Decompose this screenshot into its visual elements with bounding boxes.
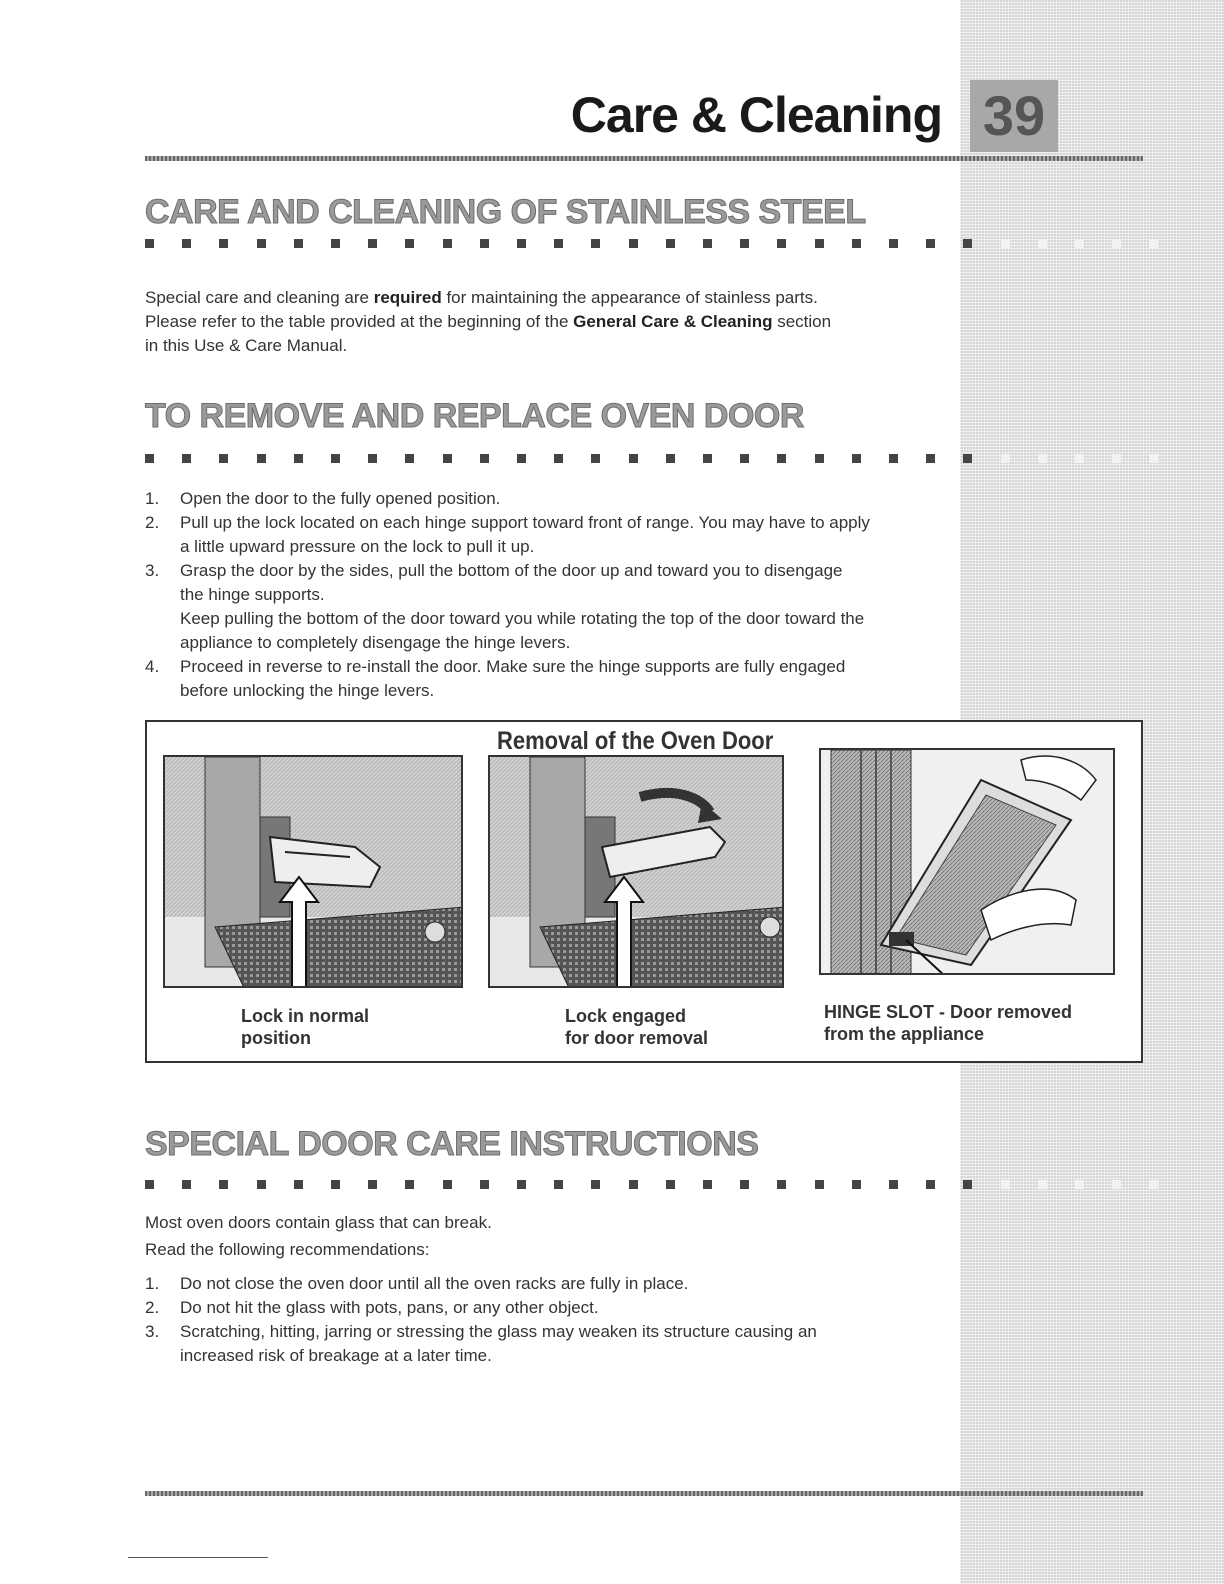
divider-dot bbox=[517, 239, 526, 248]
divider-dot bbox=[591, 239, 600, 248]
divider-dot bbox=[257, 454, 266, 463]
section-title-special: SPECIAL DOOR CARE INSTRUCTIONS bbox=[145, 1125, 759, 1163]
divider-dot bbox=[443, 1180, 452, 1189]
hinge-engaged-illustration bbox=[490, 757, 784, 988]
divider-dot bbox=[777, 239, 786, 248]
divider-dot bbox=[1112, 239, 1121, 248]
divider-dot bbox=[1001, 239, 1010, 248]
divider-dot bbox=[1075, 239, 1084, 248]
divider-dot bbox=[740, 239, 749, 248]
divider-dot bbox=[368, 239, 377, 248]
divider-dot bbox=[145, 1180, 154, 1189]
section-divider-dots bbox=[145, 239, 1155, 249]
divider-dot bbox=[852, 1180, 861, 1189]
divider-dot bbox=[963, 1180, 972, 1189]
footer-link-underline bbox=[128, 1557, 268, 1558]
divider-dot bbox=[1149, 239, 1158, 248]
list-item: 2. Do not hit the glass with pots, pans, or any other object. bbox=[145, 1298, 599, 1317]
divider-dot bbox=[963, 454, 972, 463]
stainless-paragraph: Special care and cleaning are required for maintaining the appearance of stainless parts. Please refer to the table provided at the beginning of the General Care & Cleaning section in this Use & Care Manual. bbox=[145, 288, 832, 355]
list-item: 3. Grasp the door by the sides, pull the bottom of the door up and toward you to disengage the hinge supports. Keep pulling the bottom of the door toward you while rotating the top of the door toward the appliance to completely disengage the hinge levers. bbox=[145, 561, 865, 652]
divider-dot bbox=[591, 454, 600, 463]
header-rule bbox=[145, 156, 1143, 161]
divider-dot bbox=[1149, 454, 1158, 463]
list-item: 3. Scratching, hitting, jarring or stressing the glass may weaken its structure causing an increased risk of breakage at a later time. bbox=[145, 1322, 817, 1365]
door-removed-illustration bbox=[821, 750, 1115, 975]
divider-dot bbox=[963, 239, 972, 248]
divider-dot bbox=[777, 1180, 786, 1189]
divider-dot bbox=[777, 454, 786, 463]
divider-dot bbox=[294, 1180, 303, 1189]
divider-dot bbox=[443, 454, 452, 463]
divider-dot bbox=[405, 454, 414, 463]
divider-dot bbox=[294, 454, 303, 463]
divider-dot bbox=[257, 239, 266, 248]
section-title-stainless: CARE AND CLEANING OF STAINLESS STEEL bbox=[145, 193, 866, 231]
list-item: 2. Pull up the lock located on each hinge support toward front of range. You may have to apply a little upward pressure on the lock to pull it up. bbox=[145, 513, 870, 556]
divider-dot bbox=[182, 454, 191, 463]
caption-lock-engaged: Lock engaged for door removal bbox=[565, 1006, 709, 1048]
divider-dot bbox=[331, 239, 340, 248]
illustration-hinge-slot bbox=[819, 748, 1115, 975]
list-item: 4. Proceed in reverse to re-install the door. Make sure the hinge supports are fully engaged before unlocking the hinge levers. bbox=[145, 657, 846, 700]
footer-rule bbox=[145, 1491, 1143, 1496]
illustration-lock-normal bbox=[163, 755, 463, 988]
divider-dot bbox=[815, 454, 824, 463]
divider-dot bbox=[889, 1180, 898, 1189]
section-title-door: TO REMOVE AND REPLACE OVEN DOOR bbox=[145, 397, 804, 435]
door-steps-list bbox=[145, 487, 945, 703]
divider-dot bbox=[405, 1180, 414, 1189]
list-item: 1. Open the door to the fully opened position. bbox=[145, 489, 501, 508]
divider-dot bbox=[926, 239, 935, 248]
divider-dot bbox=[517, 454, 526, 463]
divider-dot bbox=[740, 454, 749, 463]
divider-dot bbox=[815, 1180, 824, 1189]
divider-dot bbox=[889, 454, 898, 463]
divider-dot bbox=[666, 239, 675, 248]
illustration-lock-engaged bbox=[488, 755, 784, 988]
divider-dot bbox=[926, 1180, 935, 1189]
divider-dot bbox=[666, 1180, 675, 1189]
divider-dot bbox=[1001, 1180, 1010, 1189]
divider-dot bbox=[182, 1180, 191, 1189]
divider-dot bbox=[294, 239, 303, 248]
divider-dot bbox=[1112, 454, 1121, 463]
divider-dot bbox=[219, 1180, 228, 1189]
divider-dot bbox=[1149, 1180, 1158, 1189]
hinge-normal-illustration bbox=[165, 757, 463, 988]
divider-dot bbox=[1112, 1180, 1121, 1189]
divider-dot bbox=[926, 454, 935, 463]
special-steps-list bbox=[145, 1272, 945, 1368]
divider-dot bbox=[182, 239, 191, 248]
divider-dot bbox=[1075, 1180, 1084, 1189]
divider-dot bbox=[1075, 454, 1084, 463]
divider-dot bbox=[368, 1180, 377, 1189]
divider-dot bbox=[443, 239, 452, 248]
caption-hinge-slot: HINGE SLOT - Door removed from the appliance bbox=[824, 1002, 1073, 1044]
divider-dot bbox=[1038, 239, 1047, 248]
special-intro: Most oven doors contain glass that can break. Read the following recommendations: bbox=[145, 1213, 492, 1259]
divider-dot bbox=[591, 1180, 600, 1189]
divider-dot bbox=[666, 454, 675, 463]
page-number: 39 bbox=[970, 80, 1058, 152]
divider-dot bbox=[257, 1180, 266, 1189]
divider-dot bbox=[554, 454, 563, 463]
divider-dot bbox=[405, 239, 414, 248]
divider-dot bbox=[554, 1180, 563, 1189]
divider-dot bbox=[145, 454, 154, 463]
figure-title: Removal of the Oven Door bbox=[497, 727, 774, 755]
list-item: 1. Do not close the oven door until all the oven racks are fully in place. bbox=[145, 1274, 689, 1293]
divider-dot bbox=[480, 454, 489, 463]
caption-lock-normal: Lock in normal position bbox=[241, 1006, 370, 1048]
divider-dot bbox=[815, 239, 824, 248]
divider-dot bbox=[1038, 454, 1047, 463]
divider-dot bbox=[703, 1180, 712, 1189]
section-divider-dots bbox=[145, 454, 1155, 464]
divider-dot bbox=[1038, 1180, 1047, 1189]
divider-dot bbox=[480, 239, 489, 248]
divider-dot bbox=[889, 239, 898, 248]
divider-dot bbox=[1001, 454, 1010, 463]
divider-dot bbox=[331, 454, 340, 463]
divider-dot bbox=[145, 239, 154, 248]
divider-dot bbox=[740, 1180, 749, 1189]
divider-dot bbox=[629, 1180, 638, 1189]
divider-dot bbox=[852, 239, 861, 248]
divider-dot bbox=[703, 239, 712, 248]
section-divider-dots bbox=[145, 1180, 1155, 1190]
divider-dot bbox=[368, 454, 377, 463]
divider-dot bbox=[852, 454, 861, 463]
divider-dot bbox=[554, 239, 563, 248]
page-header-title: Care & Cleaning bbox=[570, 87, 942, 143]
divider-dot bbox=[219, 239, 228, 248]
divider-dot bbox=[331, 1180, 340, 1189]
divider-dot bbox=[219, 454, 228, 463]
divider-dot bbox=[480, 1180, 489, 1189]
divider-dot bbox=[629, 239, 638, 248]
divider-dot bbox=[517, 1180, 526, 1189]
divider-dot bbox=[629, 454, 638, 463]
divider-dot bbox=[703, 454, 712, 463]
